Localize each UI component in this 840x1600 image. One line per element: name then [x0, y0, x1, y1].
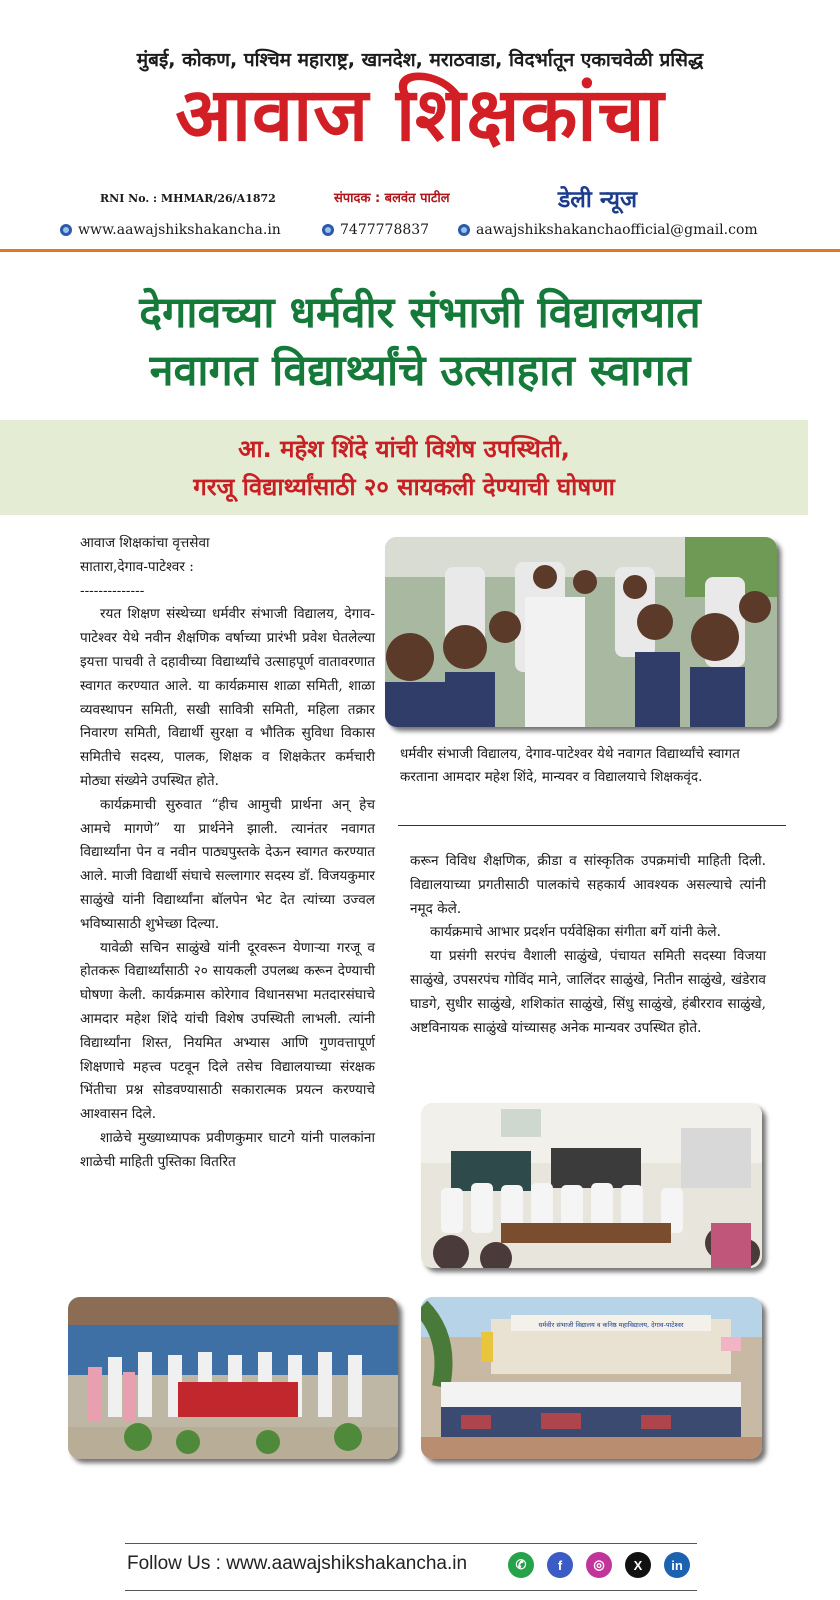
paragraph-2: कार्यक्रमाची सुरुवात “हीच आमुची प्रार्थना अन् हेच आमचे मागणे” या प्रार्थनेने झाली. त्यानंतर नवागत विद्यार्थ्यांना पेन व नवीन पाठ्यपुस्तके देऊन स्वागत करण्यात आले. माजी विद्यार्थी संघाचे सल्लागार सदस्य डॉ. विजयकुमार साळुंखे यांनी विद्यार्थ्यांना बॉलपेन भेट देत त्यांच्या उज्वल भविष्यासाठी शुभेच्छा दिल्या.: [80, 796, 375, 932]
whatsapp-icon[interactable]: ✆: [508, 1552, 534, 1578]
paragraph-4: शाळेचे मुख्याध्यापक प्रवीणकुमार घाटगे यांनी पालकांना शाळेची माहिती पुस्तिका वितरित: [80, 1129, 375, 1170]
instagram-icon[interactable]: ◎: [586, 1552, 612, 1578]
footer-follow-text[interactable]: Follow Us : www.aawajshikshakancha.in: [127, 1553, 468, 1574]
subhead-line-2: गरजू विद्यार्थ्यांसाठी २० सायकली देण्याची घोषणा: [193, 473, 615, 501]
photo-classroom-dignitaries-image: [421, 1103, 762, 1268]
website-text: www.aawajshikshakancha.in: [78, 222, 281, 238]
headline-line-1: देगावच्या धर्मवीर संभाजी विद्यालयात: [139, 288, 701, 338]
article-left-column: [80, 532, 375, 1175]
photo-student-welcome: [385, 537, 777, 727]
rni-number: RNI No. : MHMAR/26/A1872: [100, 192, 276, 205]
photo-school-assembly: [421, 1297, 762, 1459]
photo-caption: धर्मवीर संभाजी विद्यालय, देगाव-पाटेश्वर येथे नवागत विद्यार्थ्यांचे स्वागत करताना आमदार महेश शिंदे, मान्यवर व विद्यालयाचे शिक्षकवृंद.: [400, 746, 740, 785]
globe-icon: [60, 224, 72, 236]
mail-icon: [458, 224, 470, 236]
photo-classroom-dignitaries: [421, 1103, 762, 1268]
linkedin-icon[interactable]: in: [664, 1552, 690, 1578]
paragraph-1: रयत शिक्षण संस्थेच्या धर्मवीर संभाजी विद्यालय, देगाव-पाटेश्वर येथे नवीन शैक्षणिक वर्षाच्या प्रारंभी प्रवेश घेतलेल्या इयत्ता पाचवी ते दहावीच्या विद्यार्थ्यांचे उत्साहपूर्ण वातावरणात स्वागत करण्यात आले. या कार्यक्रमास शाळा समिती, शाळा व्यवस्थापन समिती, सखी सावित्री समिती, महिला तक्रार निवारण समिती, विद्यार्थी सुरक्षा व भौतिक सुविधा विकास समितीचे सदस्य, पालक, शिक्षक व शिक्षकेतर कर्मचारी मोठ्या संख्येने उपस्थित होते.: [80, 606, 375, 789]
email-text: aawajshikshakanchaofficial@gmail.com: [476, 222, 758, 238]
masthead-divider: [0, 249, 840, 252]
paragraph-7: या प्रसंगी सरपंच वैशाली साळुंखे, पंचायत समिती सदस्या विजया साळुंखे, उपसरपंच गोविंद माने, जालिंदर साळुंखे, नितीन साळुंखे, खंडेराव घाडगे, सुधीर साळुंखे, शशिकांत साळुंखे, सिंधु साळुंखे, हंबीरराव साळुंखे, अष्टविनायक साळुंखे यांच्यासह अनेक मान्यवर उपस्थित होते.: [410, 948, 766, 1036]
editor-credit: संपादक : बलवंत पाटील: [334, 191, 450, 206]
headline-line-2: नवागत विद्यार्थ्यांचे उत्साहात स्वागत: [149, 346, 691, 396]
phone-icon: [322, 224, 334, 236]
article-subheadline: [0, 430, 808, 506]
subhead-line-1: आ. महेश शिंदे यांची विशेष उपस्थिती,: [238, 435, 570, 463]
article-byline: आवाज शिक्षकांचा वृत्तसेवा: [80, 535, 210, 551]
footer-top-rule: [125, 1543, 697, 1544]
article-headline: [0, 284, 840, 400]
article-dateline: सातारा,देगाव-पाटेश्वर :: [80, 558, 194, 575]
byline-separator: --------------: [80, 582, 145, 599]
footer-bottom-rule: [125, 1590, 697, 1591]
caption-divider: [398, 825, 786, 826]
assembly-banner-text: धर्मवीर संभाजी विद्यालय व कनिष्ठ महाविद्यालय, देगाव-पाटेश्वर: [538, 1321, 684, 1329]
masthead-tagline: मुंबई, कोकण, पश्चिम महाराष्ट्र, खानदेश, मराठवाडा, विदर्भातून एकाचवेळी प्रसिद्ध: [136, 49, 704, 71]
x-icon[interactable]: X: [625, 1552, 651, 1578]
website-contact[interactable]: [60, 222, 281, 238]
email-contact[interactable]: [458, 222, 758, 238]
paragraph-5: करून विविध शैक्षणिक, क्रीडा व सांस्कृतिक उपक्रमांची माहिती दिली. विद्यालयाच्या प्रगतीसाठी पालकांचे सहकार्य आवश्यक असल्याचे त्यांनी नमूद केले.: [410, 853, 766, 917]
phone-contact[interactable]: [322, 222, 429, 238]
photo-school-courtyard: [68, 1297, 398, 1459]
photo-school-courtyard-image: [68, 1297, 398, 1459]
facebook-icon[interactable]: f: [547, 1552, 573, 1578]
daily-news-label: डेली न्यूज: [558, 187, 638, 213]
photo-student-welcome-image: [385, 537, 777, 727]
photo-school-assembly-image: [421, 1297, 762, 1459]
paragraph-6: कार्यक्रमाचे आभार प्रदर्शन पर्यवेक्षिका संगीता बर्गे यांनी केले.: [430, 924, 721, 941]
paragraph-3: यावेळी सचिन साळुंखे यांनी दूरवरून येणाऱ्या गरजू व होतकरू विद्यार्थ्यांसाठी २० सायकली उपलब्ध करून देण्याची घोषणा केली. कार्यक्रमास कोरेगाव विधानसभा मतदारसंघाचे आमदार महेश शिंदे यांची विशेष उपस्थिती लाभली. त्यांनी विद्यार्थ्यांना शिस्त, नियमित अभ्यास आणि गुणवत्तापूर्ण शिक्षणाचे महत्त्व पटवून दिले तसेच विद्यालयाच्या संरक्षक भिंतीचा प्रश्न सोडवण्यासाठी सकारात्मक प्रयत्न करण्याचे आश्वासन दिले.: [80, 939, 375, 1123]
article-right-column: [410, 850, 766, 1040]
phone-text: 7477778837: [340, 222, 430, 238]
newspaper-title: आवाज शिक्षकांचा: [175, 72, 665, 158]
